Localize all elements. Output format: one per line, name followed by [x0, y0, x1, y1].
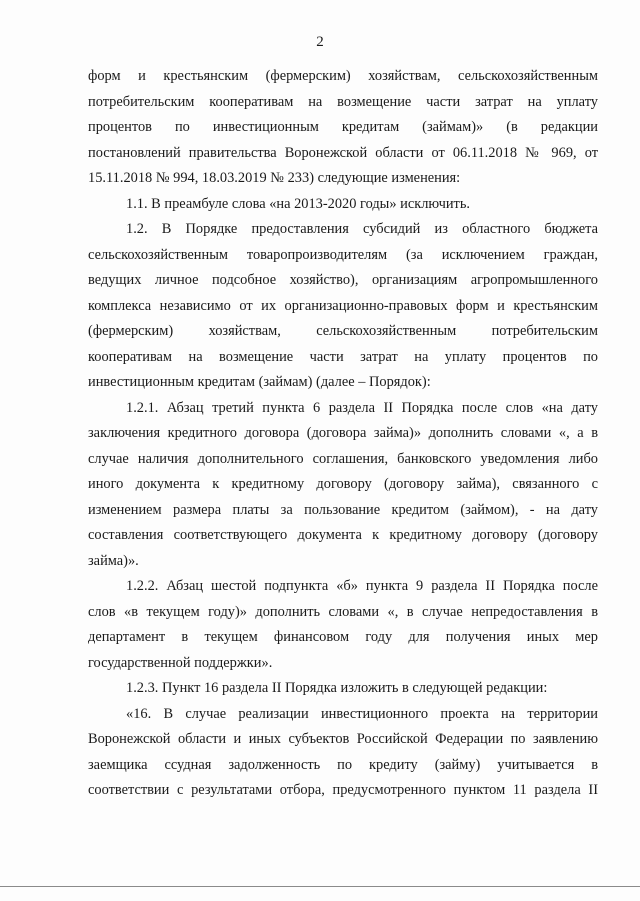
text-line: 1.2. В Порядке предоставления субсидий из областного бюджета — [126, 221, 598, 237]
text-line: заключения кредитного договора (договора займа)» дополнить словами «, а в — [88, 425, 598, 441]
text-line: ведущих личное подсобное хозяйство), организациям агропромышленного — [88, 272, 598, 288]
text-line: комплекса независимо от их организационно-правовых форм и крестьянским — [88, 297, 598, 314]
text-line: 1.1. В преамбуле слова «на 2013-2020 годы» исключить. — [126, 195, 470, 212]
text-line: 1.2.1. Абзац третий пункта 6 раздела II Порядка после слов «на дату — [126, 399, 598, 416]
text-line: постановлений правительства Воронежской области от 06.11.2018 № 969, от — [88, 144, 598, 161]
text-line: (фермерским) хозяйствам, сельскохозяйственным потребительским — [88, 323, 598, 339]
text-line: сельскохозяйственным товаропроизводителям (за исключением граждан, — [88, 246, 598, 263]
text-line: 15.11.2018 № 994, 18.03.2019 № 233) следующие изменения: — [88, 170, 461, 186]
text-line: «16. В случае реализации инвестиционного проекта на территории — [126, 705, 598, 722]
document-body — [88, 64, 598, 804]
text-line: иного документа к кредитному договору (договору займа), связанного с — [88, 476, 598, 492]
text-line: изменением размера платы за пользование кредитом (займом), - на дату — [88, 501, 598, 518]
text-line: государственной поддержки». — [88, 654, 273, 671]
text-line: заемщика ссудная задолженность по кредиту (займу) учитывается в — [88, 756, 598, 773]
text-line: соответствии с результатами отбора, предусмотренного пунктом 11 раздела II — [88, 782, 598, 798]
page-bottom-rule — [0, 886, 640, 887]
page-number: 2 — [316, 34, 324, 50]
text-line: Воронежской области и иных субъектов Российской Федерации по заявлению — [88, 731, 598, 747]
text-line: департамент в текущем финансовом году для получения иных мер — [88, 629, 598, 645]
text-line: займа)». — [88, 552, 139, 569]
text-line: инвестиционным кредитам (займам) (далее – Порядок): — [88, 374, 431, 390]
text-line: слов «в текущем году)» дополнить словами «, в случае непредоставления в — [88, 603, 598, 620]
text-line: кооперативам на возмещение части затрат на уплату процентов по — [88, 348, 598, 365]
text-line: случае наличия дополнительного соглашения, банковского уведомления либо — [88, 450, 598, 467]
text-line: потребительским кооперативам на возмещение части затрат на уплату — [88, 93, 598, 110]
text-line: процентов по инвестиционным кредитам (займам)» (в редакции — [88, 119, 598, 135]
text-line: 1.2.2. Абзац шестой подпункта «б» пункта 9 раздела II Порядка после — [126, 578, 598, 594]
text-line: форм и крестьянским (фермерским) хозяйствам, сельскохозяйственным — [88, 68, 598, 84]
text-line: 1.2.3. Пункт 16 раздела II Порядка изложить в следующей редакции: — [126, 680, 548, 696]
text-line: составления соответствующего документа к кредитному договору (договору — [88, 527, 598, 543]
